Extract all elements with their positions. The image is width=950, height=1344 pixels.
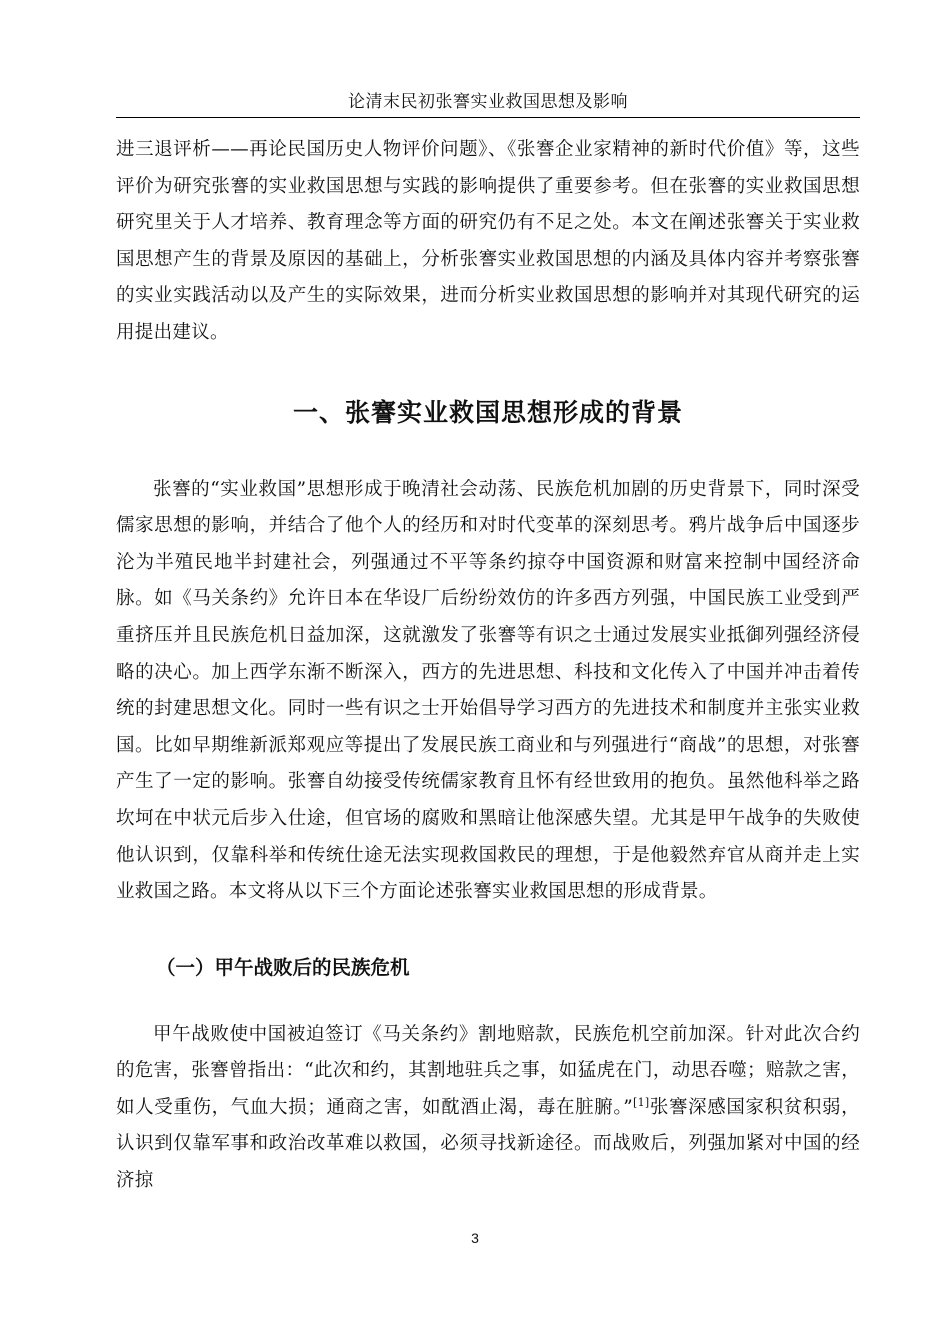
page-body — [116, 132, 860, 1200]
subsection-heading: （一）甲午战败后的民族危机 — [156, 955, 410, 979]
page-number: 3 — [471, 1230, 479, 1246]
intro-continuation-paragraph: 进三退评析——再论民国历史人物评价问题》、《张謇企业家精神的新时代价值》等，这些评价为研究张謇的实业救国思想与实践的影响提供了重要参考。但在张謇的实业救国思想研究里关于人才培养、教育理念等方面的研究仍有不足之处。本文在阐述张謇关于实业救国思想产生的背景及原因的基础上，分析张謇实业救国思想的内涵及具体内容并考察张謇的实业实践活动以及产生的实际效果，进而分析实业救国思想的影响并对其现代研究的运用提出建议。 — [116, 139, 860, 343]
paragraph-text-part: 甲午战败使中国被迫签订《马关条约》割地赔款，民族危机空前加深。针对此次合约的危害，张謇曾指出：“此次和约，其割地驻兵之事，如猛虎在门，动思吞噬；赔款之害，如人受重伤，气血大损；通商之害，如酖酒止渴，毒在脏腑。” — [116, 1023, 860, 1118]
reference-marker[interactable]: [1] — [633, 1095, 650, 1109]
section-paragraph: 张謇的“实业救国”思想形成于晚清社会动荡、民族危机加剧的历史背景下，同时深受儒家思想的影响，并结合了他个人的经历和对时代变革的深刻思考。鸦片战争后中国逐步沦为半殖民地半封建社会，列强通过不平等条约掠夺中国资源和财富来控制中国经济命脉。如《马关条约》允许日本在华设厂后纷纷效仿的许多西方列强，中国民族工业受到严重挤压并且民族危机日益加深，这就激发了张謇等有识之士通过发展实业抵御列强经济侵略的决心。加上西学东渐不断深入，西方的先进思想、科技和文化传入了中国并冲击着传统的封建思想文化。同时一些有识之士开始倡导学习西方的先进技术和制度并主张实业救国。比如早期维新派郑观应等提出了发展民族工商业和与列强进行“商战”的思想，对张謇产生了一定的影响。张謇自幼接受传统儒家教育且怀有经世致用的抱负。虽然他科举之路坎坷在中状元后步入仕途，但官场的腐败和黑暗让他深感失望。尤其是甲午战争的失败使他认识到，仅靠科举和传统仕途无法实现救国救民的理想，于是他毅然弃官从商并走上实业救国之路。本文将从以下三个方面论述张謇实业救国思想的形成背景。 — [116, 478, 860, 903]
section-heading: 一、张謇实业救国思想形成的背景 — [292, 397, 683, 427]
running-header: 论清末民初张謇实业救国思想及影响 — [116, 90, 860, 118]
paragraph-text-part: 张謇深感国家积贫积弱，认识到仅靠军事和政治改革难以救国，必须寻找新途径。而战败后，列强加紧对中国的经济掠 — [116, 1096, 860, 1192]
subsection-paragraph — [116, 1017, 860, 1200]
